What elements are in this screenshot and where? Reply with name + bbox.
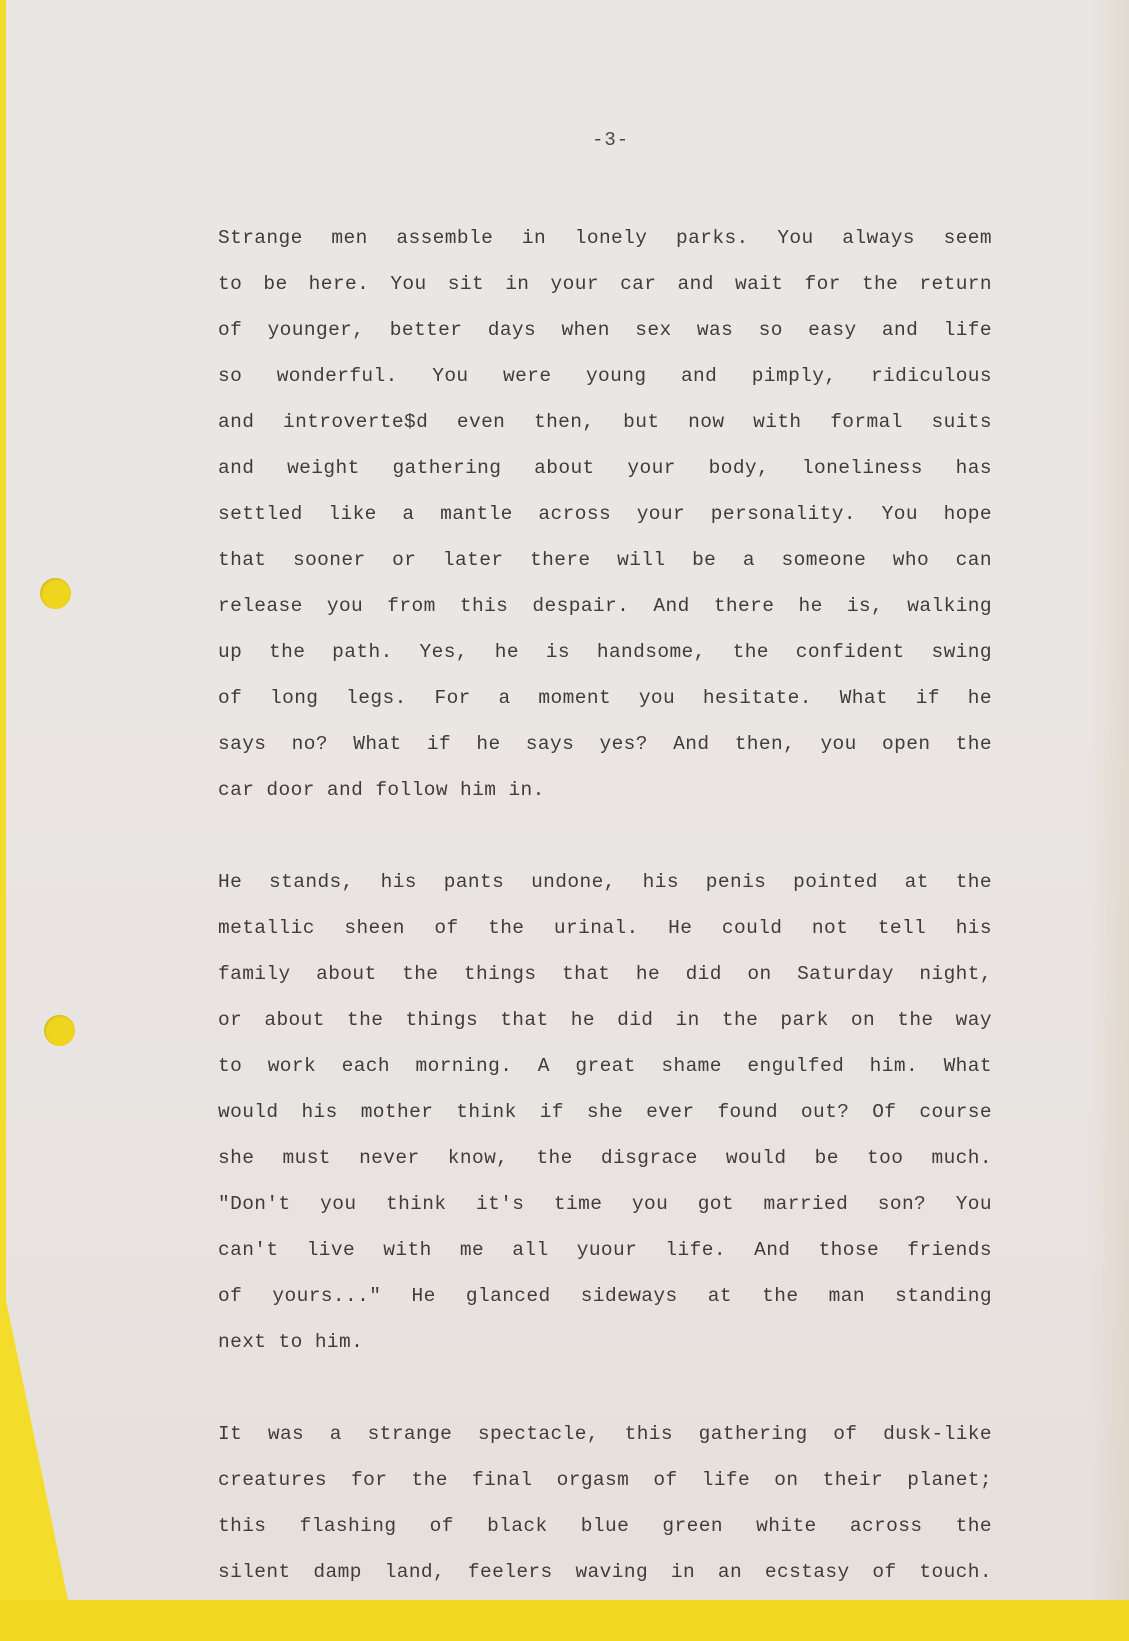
text-line: car door and follow him in.: [218, 779, 545, 801]
text-line: would his mother think if she ever found out? Of course: [218, 1101, 992, 1123]
text-line: silent damp land, feelers waving in an ecstasy of touch.: [218, 1561, 992, 1583]
text-line: family about the things that he did on Saturday night,: [218, 963, 992, 985]
text-line: to work each morning. A great shame engulfed him. What: [218, 1055, 992, 1077]
text-line: next to him.: [218, 1331, 364, 1353]
text-line: of long legs. For a moment you hesitate. What if he: [218, 687, 992, 709]
text-line: He stands, his pants undone, his penis pointed at the: [218, 871, 992, 893]
text-line: up the path. Yes, he is handsome, the confident swing: [218, 641, 992, 663]
text-line: says no? What if he says yes? And then, you open the: [218, 733, 992, 755]
text-line: of younger, better days when sex was so easy and life: [218, 319, 992, 341]
text-line: or about the things that he did in the park on the way: [218, 1009, 992, 1031]
paper-edge-shadow: [1089, 0, 1129, 1600]
document-body: [218, 215, 992, 1641]
page-number: -3-: [592, 129, 630, 151]
text-line: and introverte$d even then, but now with formal suits: [218, 411, 992, 433]
text-line: It was a strange spectacle, this gathering of dusk-like: [218, 1423, 992, 1445]
text-line: and weight gathering about your body, loneliness has: [218, 457, 992, 479]
text-line: settled like a mantle across your personality. You hope: [218, 503, 992, 525]
paragraph-3: [218, 1411, 992, 1595]
text-line: of yours..." He glanced sideways at the man standing: [218, 1285, 992, 1307]
text-line: she must never know, the disgrace would be too much.: [218, 1147, 992, 1169]
text-line: to be here. You sit in your car and wait for the return: [218, 273, 992, 295]
text-line: that sooner or later there will be a someone who can: [218, 549, 992, 571]
text-line: Strange men assemble in lonely parks. You always seem: [218, 227, 992, 249]
punch-hole: [44, 1015, 75, 1046]
paragraph-1: [218, 215, 992, 813]
text-line: can't live with me all yuour life. And those friends: [218, 1239, 992, 1261]
text-line: metallic sheen of the urinal. He could not tell his: [218, 917, 992, 939]
text-line: this flashing of black blue green white across the: [218, 1515, 992, 1537]
text-line: release you from this despair. And there he is, walking: [218, 595, 992, 617]
paragraph-2: [218, 859, 992, 1365]
text-line: "Don't you think it's time you got married son? You: [218, 1193, 992, 1215]
text-line: creatures for the final orgasm of life on their planet;: [218, 1469, 992, 1491]
punch-hole: [40, 578, 71, 609]
text-line: so wonderful. You were young and pimply, ridiculous: [218, 365, 992, 387]
